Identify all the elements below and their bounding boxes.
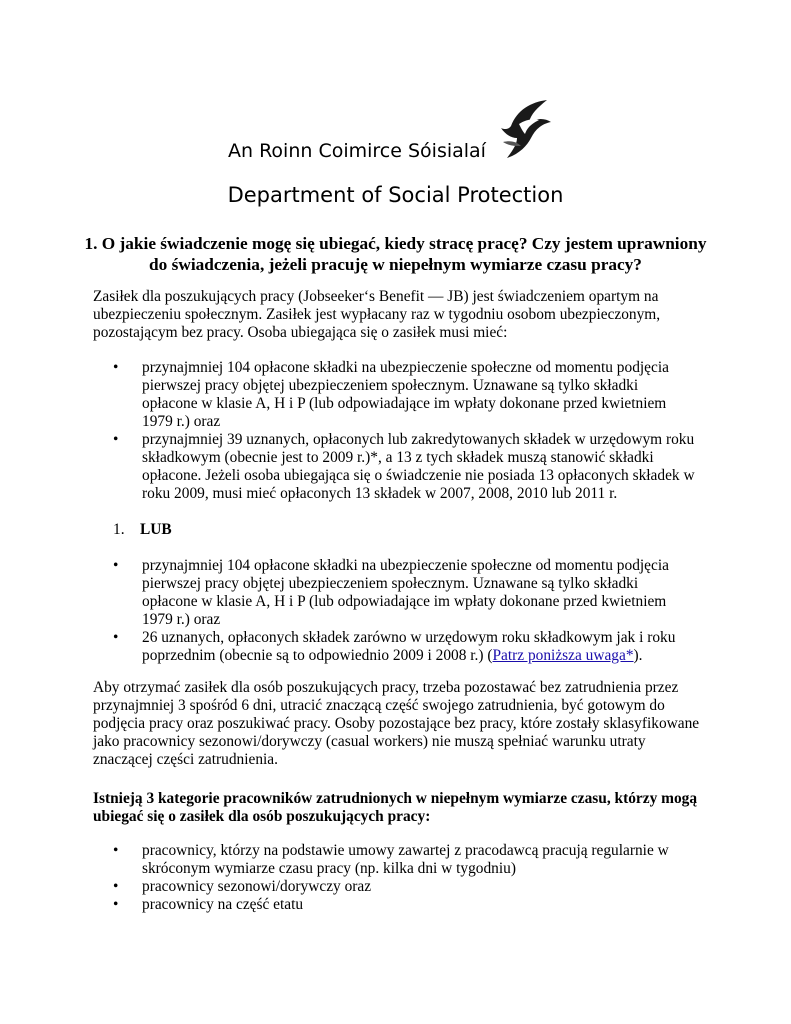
bullet-icon: •	[113, 557, 119, 574]
part-time-categories-list	[0, 842, 791, 914]
requirements-list-1	[0, 359, 791, 503]
or-item-label: LUB	[140, 521, 172, 538]
see-note-link[interactable]: Patrz poniższa uwaga*	[492, 647, 634, 664]
list-item	[0, 557, 697, 629]
list-item	[0, 359, 697, 431]
question-heading: 1. O jakie świadczenie mogę się ubiegać, kiedy stracę pracę? Czy jestem uprawniony do świadczenia, jeżeli pracuję w niepełnym wymiarze czasu pracy?	[84, 234, 707, 274]
department-title-irish: An Roinn Coimirce Sóisialaí	[228, 140, 486, 162]
list-item-text: przynajmniej 104 opłacone składki na ubezpieczenie społeczne od momentu podjęcia pierwszej pracy objętej ubezpieczeniem społecznym. Uznawane są tylko składki opłacone w klasie A, H i P (lub odpowiadające im wpłaty dokonane przed kwietniem 1979 r.) oraz	[142, 359, 669, 430]
or-item	[113, 521, 172, 539]
bullet-icon: •	[113, 842, 119, 859]
list-item-text: pracownicy sezonowi/dorywczy oraz	[142, 878, 372, 895]
bird-logo-icon	[497, 96, 553, 160]
list-item-text-end: ).	[633, 647, 643, 664]
requirements-list-2	[0, 557, 791, 665]
list-item	[0, 896, 697, 914]
list-item	[0, 629, 697, 665]
department-title-english: Department of Social Protection	[227, 183, 564, 207]
list-item-text: przynajmniej 39 uznanych, opłaconych lub zakredytowanych składek w urzędowym roku składkowym (obecnie jest to 2009 r.)*, a 13 z tych składek muszą stanowić składki opłacone. Jeżeli osoba ubiegająca się o świadczenie nie posiada 13 opłaconych składek w roku 2009, musi mieć opłaconych 13 składek w 2007, 2008, 2010 lub 2011 r.	[142, 431, 695, 502]
bullet-icon: •	[113, 431, 119, 448]
part-time-categories-heading: Istnieją 3 kategorie pracowników zatrudnionych w niepełnym wymiarze czasu, którzy mogą ubiegać się o zasiłek dla osób poszukujących pracy:	[93, 790, 698, 825]
eligibility-paragraph: Aby otrzymać zasiłek dla osób poszukujących pracy, trzeba pozostawać bez zatrudnienia przez przynajmniej 3 spośród 6 dni, utracić znaczącą część swojego zatrudnienia, być gotowym do podjęcia pracy oraz poszukiwać pracy. Osoby pozostające bez pracy, które zostały sklasyfikowane jako pracownicy sezonowi/dorywczy (casual workers) nie muszą spełniać warunku utraty znaczącej części zatrudnienia.	[93, 679, 700, 768]
list-item	[0, 842, 697, 878]
bullet-icon: •	[113, 878, 119, 895]
or-item-number: 1.	[113, 521, 125, 538]
bullet-icon: •	[113, 359, 119, 376]
intro-paragraph: Zasiłek dla poszukujących pracy (Jobseeker‘s Benefit — JB) jest świadczeniem opartym na ubezpieczeniu społecznym. Zasiłek jest wypłacany raz w tygodniu osobom ubezpieczonym, pozostającym bez pracy. Osoba ubiegająca się o zasiłek musi mieć:	[93, 288, 661, 341]
list-item	[0, 878, 697, 896]
list-item-text: przynajmniej 104 opłacone składki na ubezpieczenie społeczne od momentu podjęcia pierwszej pracy objętej ubezpieczeniem społecznym. Uznawane są tylko składki opłacone w klasie A, H i P (lub odpowiadające im wpłaty dokonane przed kwietniem 1979 r.) oraz	[142, 557, 669, 628]
list-item	[0, 431, 697, 503]
list-item-text: pracownicy, którzy na podstawie umowy zawartej z pracodawcą pracują regularnie w skróconym wymiarze czasu pracy (np. kilka dni w tygodniu)	[142, 842, 669, 877]
list-item-text: 26 uznanych, opłaconych składek zarówno w urzędowym roku składkowym jak i roku poprzednim (obecnie są to odpowiednio 2009 i 2008 r.) (	[142, 629, 676, 664]
list-item-text: pracownicy na część etatu	[142, 896, 304, 913]
bullet-icon: •	[113, 896, 119, 913]
bullet-icon: •	[113, 629, 119, 646]
